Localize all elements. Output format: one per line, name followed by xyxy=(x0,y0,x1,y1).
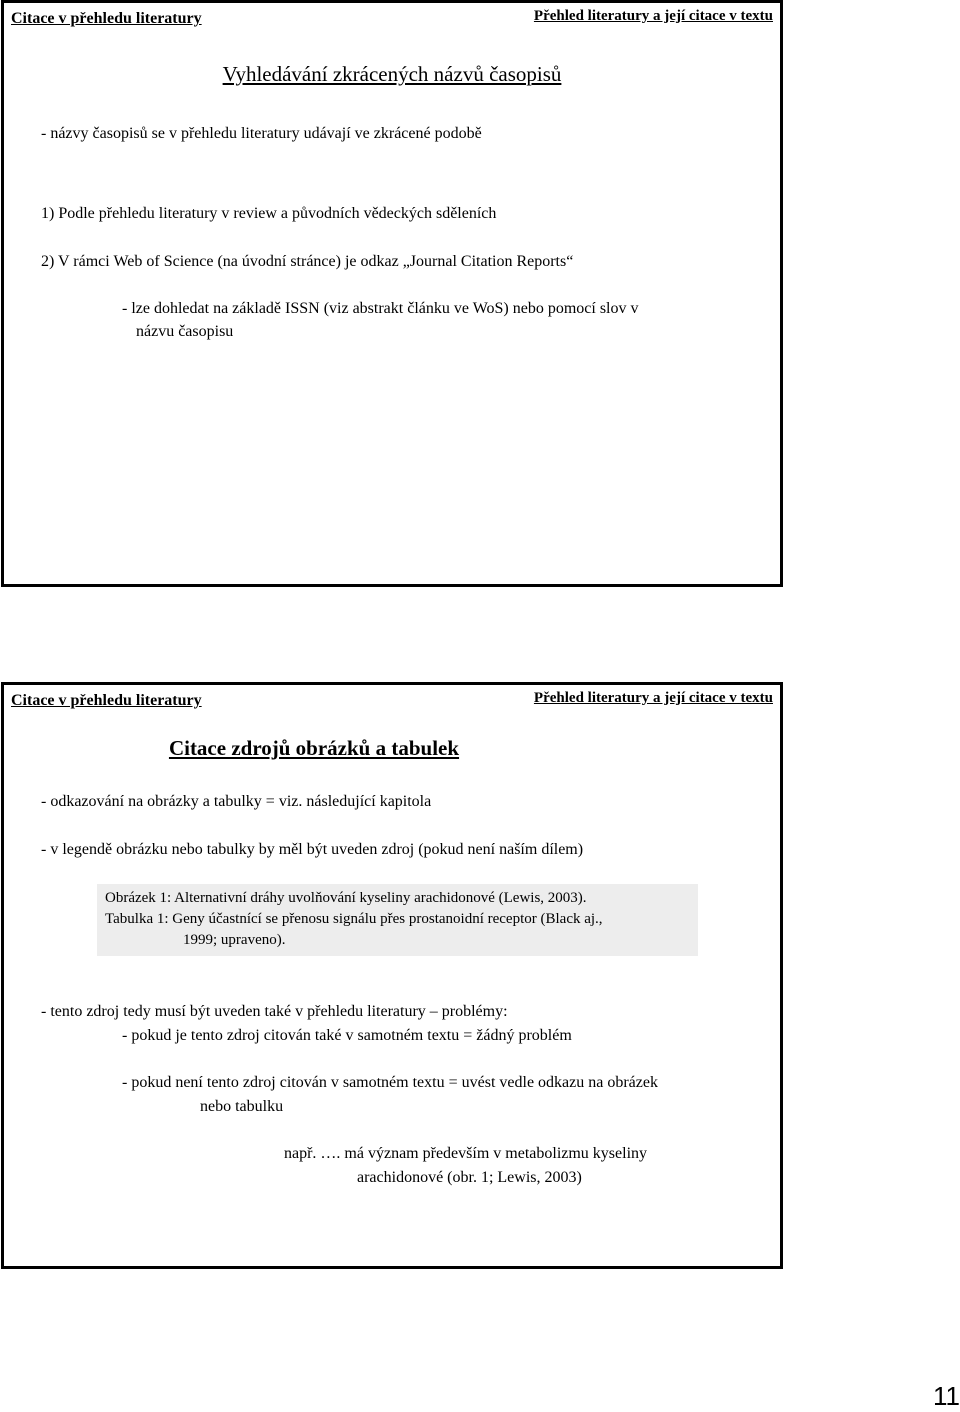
slide-2-bottom-line-5: např. …. má význam především v metabolizmu kyseliny xyxy=(284,1145,648,1162)
slide-2-bottom-line-1: - tento zdroj tedy musí být uveden také v přehledu literatury – problémy: xyxy=(41,1003,508,1020)
slide-2-bottom-line-3: - pokud není tento zdroj citován v samotném textu = uvést vedle odkazu na obrázek xyxy=(122,1074,658,1091)
slide-1-line-1: - názvy časopisů se v přehledu literatury udávají ve zkrácené podobě xyxy=(41,125,482,142)
slide-2-title: Citace zdrojů obrázků a tabulek xyxy=(168,736,460,760)
slide-1-line-4: - lze dohledat na základě ISSN (viz abstrakt článku ve WoS) nebo pomocí slov v xyxy=(122,300,639,317)
caption-table-1: Tabulka 1: Geny účastnící se přenosu signálu přes prostanoidní receptor (Black aj., xyxy=(105,911,603,927)
slide-1-line-3: 2) V rámci Web of Science (na úvodní stránce) je odkaz „Journal Citation Reports“ xyxy=(41,253,574,270)
slide-1-line-5: názvu časopisu xyxy=(136,323,234,340)
slide-2 xyxy=(1,682,783,1269)
slide-2-header-left: Citace v přehledu literatury xyxy=(11,692,202,709)
caption-table-1-continued: 1999; upraveno). xyxy=(183,932,286,948)
slide-2-line-2: - v legendě obrázku nebo tabulky by měl být uveden zdroj (pokud není naším dílem) xyxy=(41,841,584,858)
slide-2-bottom-line-6: arachidonové (obr. 1; Lewis, 2003) xyxy=(357,1169,582,1186)
slide-1-header-left: Citace v přehledu literatury xyxy=(11,10,202,27)
slide-2-header-right: Přehled literatury a její citace v textu xyxy=(533,690,773,706)
slide-1-title: Vyhledávání zkrácených názvů časopisů xyxy=(222,62,562,86)
slide-2-line-1: - odkazování na obrázky a tabulky = viz. následující kapitola xyxy=(41,793,432,810)
slide-1-header-right: Přehled literatury a její citace v textu xyxy=(533,8,773,24)
slide-1-line-2: 1) Podle přehledu literatury v review a původních vědeckých sděleních xyxy=(41,205,497,222)
slide-2-bottom-line-2: - pokud je tento zdroj citován také v samotném textu = žádný problém xyxy=(122,1027,572,1044)
caption-box xyxy=(97,884,698,956)
slide-2-bottom-line-4: nebo tabulku xyxy=(200,1098,284,1115)
caption-figure-1: Obrázek 1: Alternativní dráhy uvolňování kyseliny arachidonové (Lewis, 2003). xyxy=(105,890,587,906)
page-number: 11 xyxy=(933,1381,960,1411)
slide-1 xyxy=(1,0,783,587)
